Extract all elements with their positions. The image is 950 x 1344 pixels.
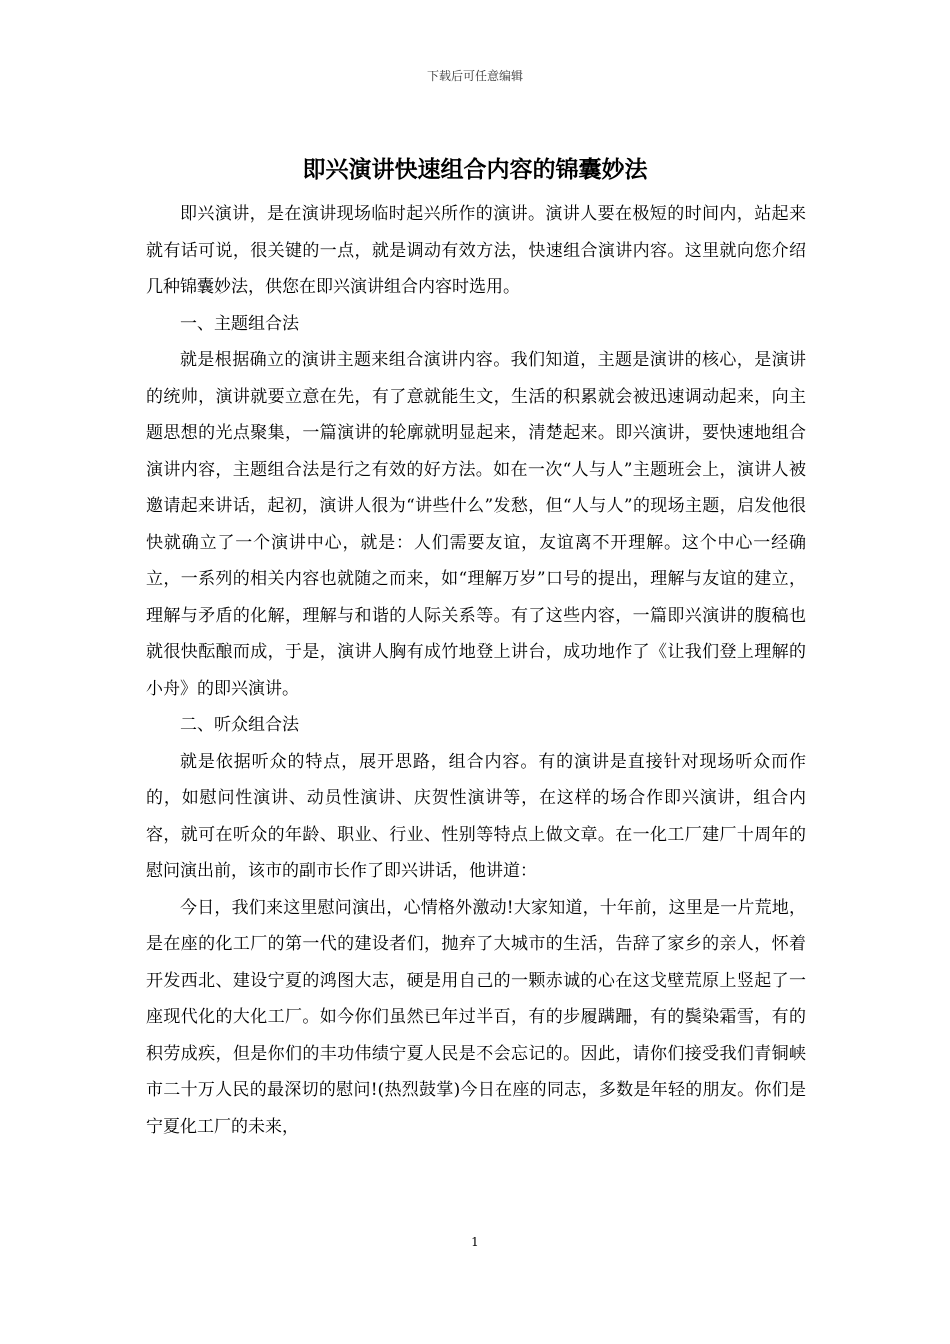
- section-heading-audience: 二、听众组合法: [180, 715, 299, 735]
- header-note: 下载后可任意编辑: [426, 69, 523, 83]
- paragraph-speech-quote: 今日，我们来这里慰问演出，心情格外激动!大家知道，十年前，这里是一片荒地，是在座的化工厂的第一代的建设者们，抛弃了大城市的生活，告辞了家乡的亲人，怀着开发西北、建设宁夏的鸿图大志，硬是用自己的一颗赤诚的心在这戈壁荒原上竖起了一座现代化的大化工厂。如今你们虽然已年过半百，有的步履蹒跚，有的鬓染霜雪，有的积劳成疾，但是你们的丰功伟绩宁夏人民是不会忘记的。因此，请你们接受我们青铜峡市二十万人民的最深切的慰问!(热烈鼓掌)今日在座的同志，多数是年轻的朋友。你们是宁夏化工厂的未来，: [146, 897, 806, 1137]
- paragraph-audience-method: 就是依据听众的特点，展开思路，组合内容。有的演讲是直接针对现场听众而作的，如慰问性演讲、动员性演讲、庆贺性演讲等，在这样的场合作即兴演讲，组合内容，就可在听众的年龄、职业、行业、性别等特点上做文章。在一化工厂建厂十周年的慰问演出前，该市的副市长作了即兴讲话，他讲道：: [146, 751, 806, 881]
- section-heading-theme: 一、主题组合法: [180, 313, 299, 334]
- document-body: [146, 196, 806, 1145]
- page-number: 1: [471, 1235, 479, 1249]
- document-title: 即兴演讲快速组合内容的锦囊妙法: [302, 156, 648, 183]
- paragraph-theme-method: 就是根据确立的演讲主题来组合演讲内容。我们知道，主题是演讲的核心，是演讲的统帅，演讲就要立意在先，有了意就能生文，生活的积累就会被迅速调动起来，向主题思想的光点聚集，一篇演讲的轮廓就明显起来，清楚起来。即兴演讲，要快速地组合演讲内容，主题组合法是行之有效的好方法。如在一次“人与人”主题班会上，演讲人被邀请起来讲话，起初，演讲人很为“讲些什么”发愁，但“人与人”的现场主题，启发他很快就确立了一个演讲中心，就是：人们需要友谊，友谊离不开理解。这个中心一经确立，一系列的相关内容也就随之而来，如“理解万岁”口号的提出，理解与友谊的建立，理解与矛盾的化解，理解与和谐的人际关系等。有了这些内容，一篇即兴演讲的腹稿也就很快酝酿而成，于是，演讲人胸有成竹地登上讲台，成功地作了《让我们登上理解的小舟》的即兴演讲。: [146, 350, 806, 699]
- paragraph-intro: 即兴演讲，是在演讲现场临时起兴所作的演讲。演讲人要在极短的时间内，站起来就有话可说，很关键的一点，就是调动有效方法，快速组合演讲内容。这里就向您介绍几种锦囊妙法，供您在即兴演讲组合内容时选用。: [146, 204, 806, 297]
